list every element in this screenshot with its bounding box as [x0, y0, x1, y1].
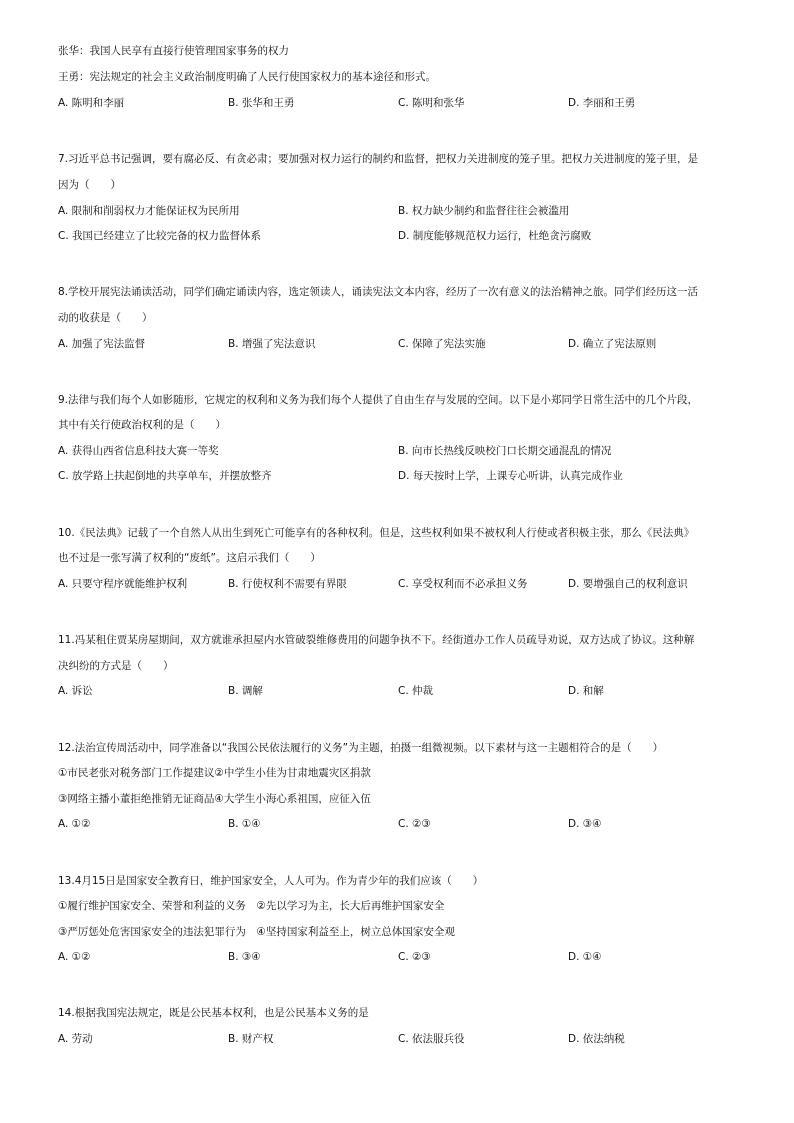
q6-option-b[interactable]: B. 张华和王勇 — [228, 97, 295, 109]
q6-options — [58, 96, 748, 110]
q9-option-a[interactable]: A. 获得山西省信息科技大赛一等奖 — [58, 445, 219, 457]
q11-options — [58, 684, 748, 698]
q9-option-d[interactable]: D. 每天按时上学，上课专心听讲，认真完成作业 — [398, 470, 623, 482]
q8-options — [58, 337, 748, 351]
q7-options-row1 — [58, 204, 748, 218]
q14-option-d[interactable]: D. 依法纳税 — [568, 1033, 625, 1045]
q9-options-row2 — [58, 469, 748, 483]
q6-option-d[interactable]: D. 李丽和王勇 — [568, 97, 636, 109]
q8-stem-line2: 动的收获是（ ） — [58, 312, 153, 324]
q10-option-c[interactable]: C. 享受权利而不必承担义务 — [398, 578, 528, 590]
q11-stem-line1: 11.冯某租住贾某房屋期间，双方就谁承担屋内水管破裂维修费用的问题争执不下。经街道办工作人员疏导劝说，双方达成了协议。这种解 — [58, 634, 695, 646]
q11-stem-line2: 决纠纷的方式是（ ） — [58, 660, 174, 672]
statement-wang: 王勇：宪法规定的社会主义政治制度明确了人民行使国家权力的基本途径和形式。 — [58, 71, 436, 83]
q10-stem-line1: 10.《民法典》记载了一个自然人从出生到死亡可能享有的各种权利。但是，这些权利如果不被权利人行使或者积极主张，那么《民法典》 — [58, 527, 695, 539]
q13-statements-line2: ③严厉惩处危害国家安全的违法犯罪行为 ④坚持国家利益至上，树立总体国家安全观 — [58, 926, 455, 938]
q10-option-d[interactable]: D. 要增强自己的权利意识 — [568, 578, 688, 590]
q6-option-c[interactable]: C. 陈明和张华 — [398, 97, 465, 109]
q11-option-a[interactable]: A. 诉讼 — [58, 685, 93, 697]
q10-stem-line2: 也不过是一张写满了权利的“废纸”。这启示我们（ ） — [58, 552, 321, 564]
q7-stem-line2: 因为（ ） — [58, 179, 121, 191]
q13-stem-line1: 13.4月15日是国家安全教育日，维护国家安全，人人可为。作为青少年的我们应该（ ） — [58, 875, 484, 887]
q14-stem-line1: 14.根据我国宪法规定，既是公民基本权利，也是公民基本义务的是 — [58, 1007, 369, 1019]
q13-options — [58, 950, 748, 964]
q12-stem-line1: 12.法治宣传周活动中，同学准备以“我国公民依法履行的义务”为主题，拍摄一组微视频。以下素材与这一主题相符合的是（ ） — [58, 742, 664, 754]
q12-option-c[interactable]: C. ②③ — [398, 818, 431, 830]
q7-option-c[interactable]: C. 我国已经建立了比较完备的权力监督体系 — [58, 230, 262, 242]
q11-option-d[interactable]: D. 和解 — [568, 685, 604, 697]
q13-option-c[interactable]: C. ②③ — [398, 951, 431, 963]
q6-option-a[interactable]: A. 陈明和李丽 — [58, 97, 125, 109]
q14-option-b[interactable]: B. 财产权 — [228, 1033, 274, 1045]
q12-option-d[interactable]: D. ③④ — [568, 818, 602, 830]
statement-zhang: 张华：我国人民享有直接行使管理国家事务的权力 — [58, 45, 289, 57]
q12-options — [58, 817, 748, 831]
q14-options — [58, 1032, 748, 1046]
q10-options — [58, 577, 748, 591]
q9-options-row1 — [58, 444, 748, 458]
q7-stem-line1: 7.习近平总书记强调，要有腐必反、有贪必肃；要加强对权力运行的制约和监督，把权力关进制度的笼子里。把权力关进制度的笼子里，是 — [58, 153, 699, 165]
q9-stem-line1: 9.法律与我们每个人如影随形，它规定的权利和义务为我们每个人提供了自由生存与发展的空间。以下是小郑同学日常生活中的几个片段， — [58, 394, 699, 406]
q9-stem-line2: 其中有关行使政治权利的是（ ） — [58, 419, 226, 431]
q12-statements-line2: ③网络主播小董拒绝推销无证商品④大学生小海心系祖国，应征入伍 — [58, 793, 371, 805]
q11-option-b[interactable]: B. 调解 — [228, 685, 263, 697]
q7-option-a[interactable]: A. 限制和削弱权力才能保证权为民所用 — [58, 205, 240, 217]
q10-option-b[interactable]: B. 行使权利不需要有界限 — [228, 578, 347, 590]
q8-option-c[interactable]: C. 保障了宪法实施 — [398, 338, 486, 350]
q12-statements-line1: ①市民老张对税务部门工作提建议②中学生小佳为甘肃地震灾区捐款 — [58, 767, 371, 779]
q7-option-d[interactable]: D. 制度能够规范权力运行，杜绝贪污腐败 — [398, 230, 592, 242]
q12-option-a[interactable]: A. ①② — [58, 818, 91, 830]
q14-option-a[interactable]: A. 劳动 — [58, 1033, 93, 1045]
q7-option-b[interactable]: B. 权力缺少制约和监督往往会被滥用 — [398, 205, 570, 217]
q8-option-d[interactable]: D. 确立了宪法原则 — [568, 338, 657, 350]
q13-option-d[interactable]: D. ①④ — [568, 951, 602, 963]
q9-option-b[interactable]: B. 向市长热线反映校门口长期交通混乱的情况 — [398, 445, 612, 457]
q13-statements-line1: ①履行维护国家安全、荣誉和利益的义务 ②先以学习为主，长大后再维护国家安全 — [58, 900, 445, 912]
q10-option-a[interactable]: A. 只要守程序就能维护权利 — [58, 578, 188, 590]
q8-option-a[interactable]: A. 加强了宪法监督 — [58, 338, 146, 350]
q7-options-row2 — [58, 229, 748, 243]
q8-stem-line1: 8.学校开展宪法诵读活动，同学们确定诵读内容，选定领读人，诵读宪法文本内容，经历了一次有意义的法治精神之旅。同学们经历这一活 — [58, 286, 699, 298]
q8-option-b[interactable]: B. 增强了宪法意识 — [228, 338, 316, 350]
q13-option-b[interactable]: B. ③④ — [228, 951, 261, 963]
q11-option-c[interactable]: C. 仲裁 — [398, 685, 434, 697]
q13-option-a[interactable]: A. ①② — [58, 951, 91, 963]
q12-option-b[interactable]: B. ①④ — [228, 818, 261, 830]
q9-option-c[interactable]: C. 放学路上扶起倒地的共享单车，并摆放整齐 — [58, 470, 272, 482]
q14-option-c[interactable]: C. 依法服兵役 — [398, 1033, 465, 1045]
